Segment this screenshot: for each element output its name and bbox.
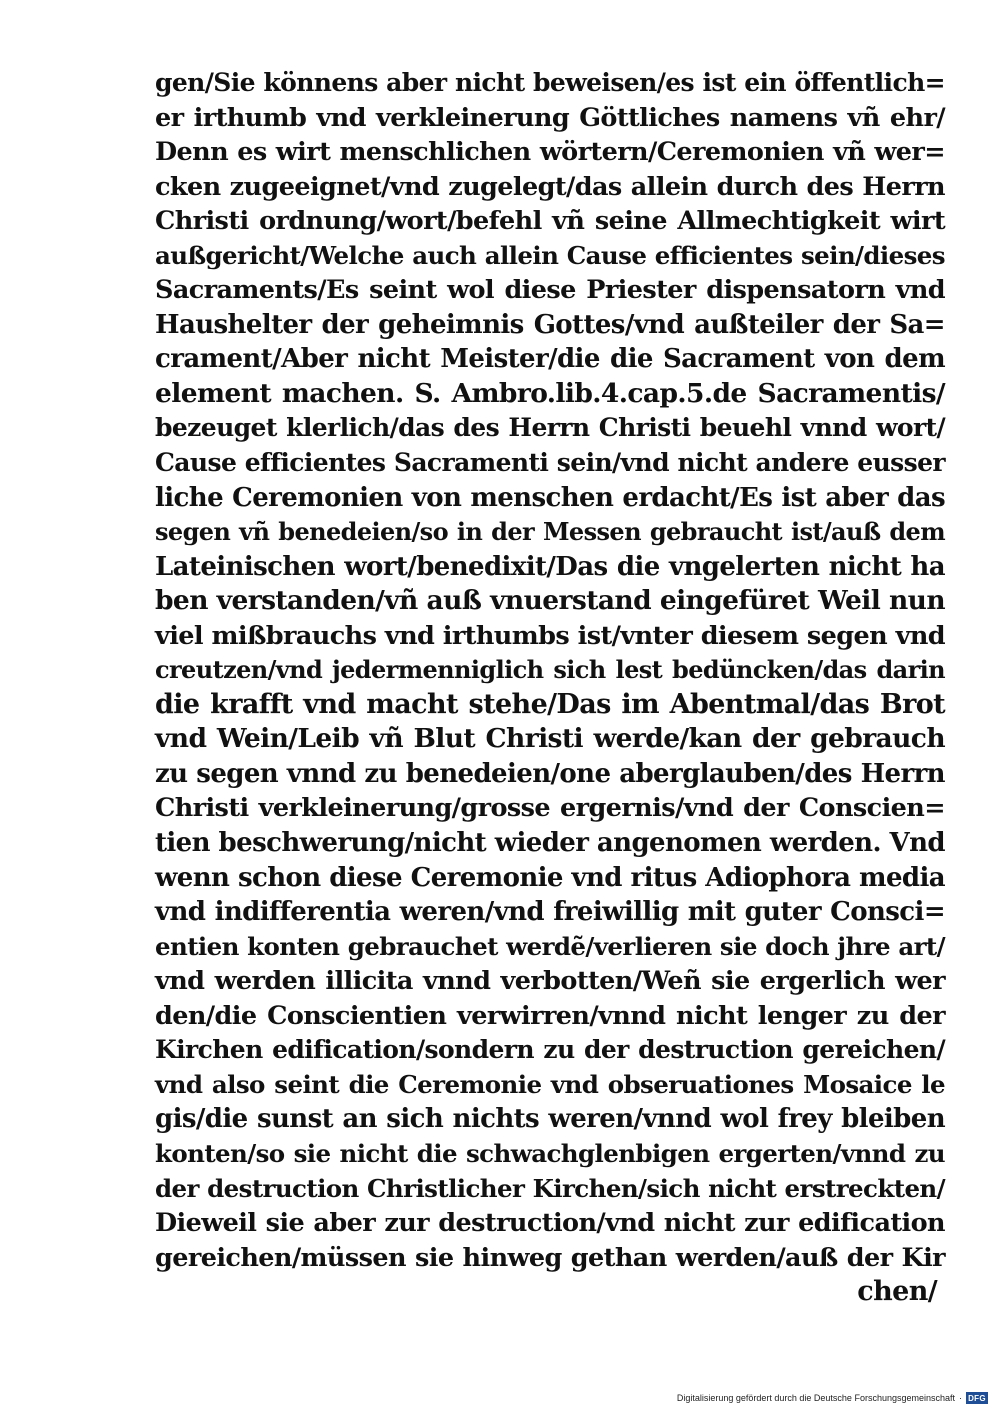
text-line: vnd Wein/Leib vñ Blut Christi werde/kan der gebrauch [155,723,945,755]
text-line: Christi ordnung/wort/befehl vñ seine Allmechtigkeit wirt [155,206,945,237]
text-line: gis/die sunst an sich nichts weren/vnnd wol frey bleiben [155,1104,945,1135]
text-line: Cause efficientes Sacramenti sein/vnd nicht andere eusser [155,448,945,478]
text-line: bezeuget klerlich/das des Herrn Christi beuehl vnnd wort/ [155,413,945,443]
dfg-logo-icon: DFG [966,1392,988,1404]
text-line: Haushelter der geheimnis Gottes/vnd außteiler der Sa= [155,309,945,340]
text-line: Denn es wirt menschlichen wörtern/Ceremonien vñ wer= [155,137,945,168]
text-line: entien konten gebrauchet werdẽ/verlieren sie doch jhre art/ [155,931,945,961]
text-line: element machen. S. Ambro.lib.4.cap.5.de Sacramentis/ [155,377,945,409]
text-line: vnd indifferentia weren/vnd freiwillig mit guter Consci= [155,897,945,928]
text-line: vnd also seint die Ceremonie vnd obseruationes Mosaice le [155,1069,945,1099]
text-line: Kirchen edification/sondern zu der destruction gereichen/ [155,1035,945,1065]
text-line: Lateinischen wort/benedixit/Das die vngelerten nicht ha [155,551,945,582]
text-line: wenn schon diese Ceremonie vnd ritus Adiophora media [155,862,945,893]
text-line: vnd werden illicita vnnd verbotten/Weñ sie ergerlich wer [155,966,945,997]
text-line: cken zugeeignet/vnd zugelegt/das allein durch des Herrn [155,171,945,202]
text-line: creutzen/vnd jedermenniglich sich lest bedüncken/das darin [155,655,945,685]
credit-text: Digitalisierung gefördert durch die Deutsche Forschungsgemeinschaft [676,1393,955,1403]
credit-separator: · [959,1393,962,1403]
text-line: den/die Conscientien verwirren/vnnd nicht lenger zu der [155,1000,945,1031]
text-line: crament/Aber nicht Meister/die die Sacrament von dem [155,344,945,375]
text-line: konten/so sie nicht die schwachglenbigen ergerten/vnnd zu [155,1138,945,1168]
text-line: gen/Sie könnens aber nicht beweisen/es ist ein öffentlich= [155,68,945,97]
text-line: außgericht/Welche auch allein Cause efficientes sein/dieses [155,240,945,270]
text-line: Christi verkleinerung/grosse ergernis/vnd der Conscien= [155,793,945,824]
text-line: viel mißbrauchs vnd irthumbs ist/vnter diesem segen vnd [155,620,945,651]
text-line: chen/ [857,1276,937,1308]
text-line: liche Ceremonien von menschen erdacht/Es ist aber das [155,482,945,513]
digitization-credit [677,1390,988,1406]
text-line: Dieweil sie aber zur destruction/vnd nicht zur edification [155,1208,945,1239]
page-text-block [155,66,945,1310]
text-line: segen vñ benedeien/so in der Messen gebraucht ist/auß dem [155,517,945,547]
text-line: tien beschwerung/nicht wieder angenomen werden. Vnd [155,828,945,859]
text-line: ben verstanden/vñ auß vnuerstand eingefüret Weil nun [155,585,945,617]
text-line: die krafft vnd macht stehe/Das im Abentmal/das Brot [155,688,945,720]
text-line: er irthumb vnd verkleinerung Göttliches namens vñ ehr/ [155,102,945,133]
text-line: zu segen vnnd zu benedeien/one aberglauben/des Herrn [155,758,945,789]
text-line: der destruction Christlicher Kirchen/sich nicht erstreckten/ [155,1173,945,1203]
text-line: gereichen/müssen sie hinweg gethan werden/auß der Kir [155,1242,945,1273]
text-line: Sacraments/Es seint wol diese Priester dispensatorn vnd [155,275,945,306]
